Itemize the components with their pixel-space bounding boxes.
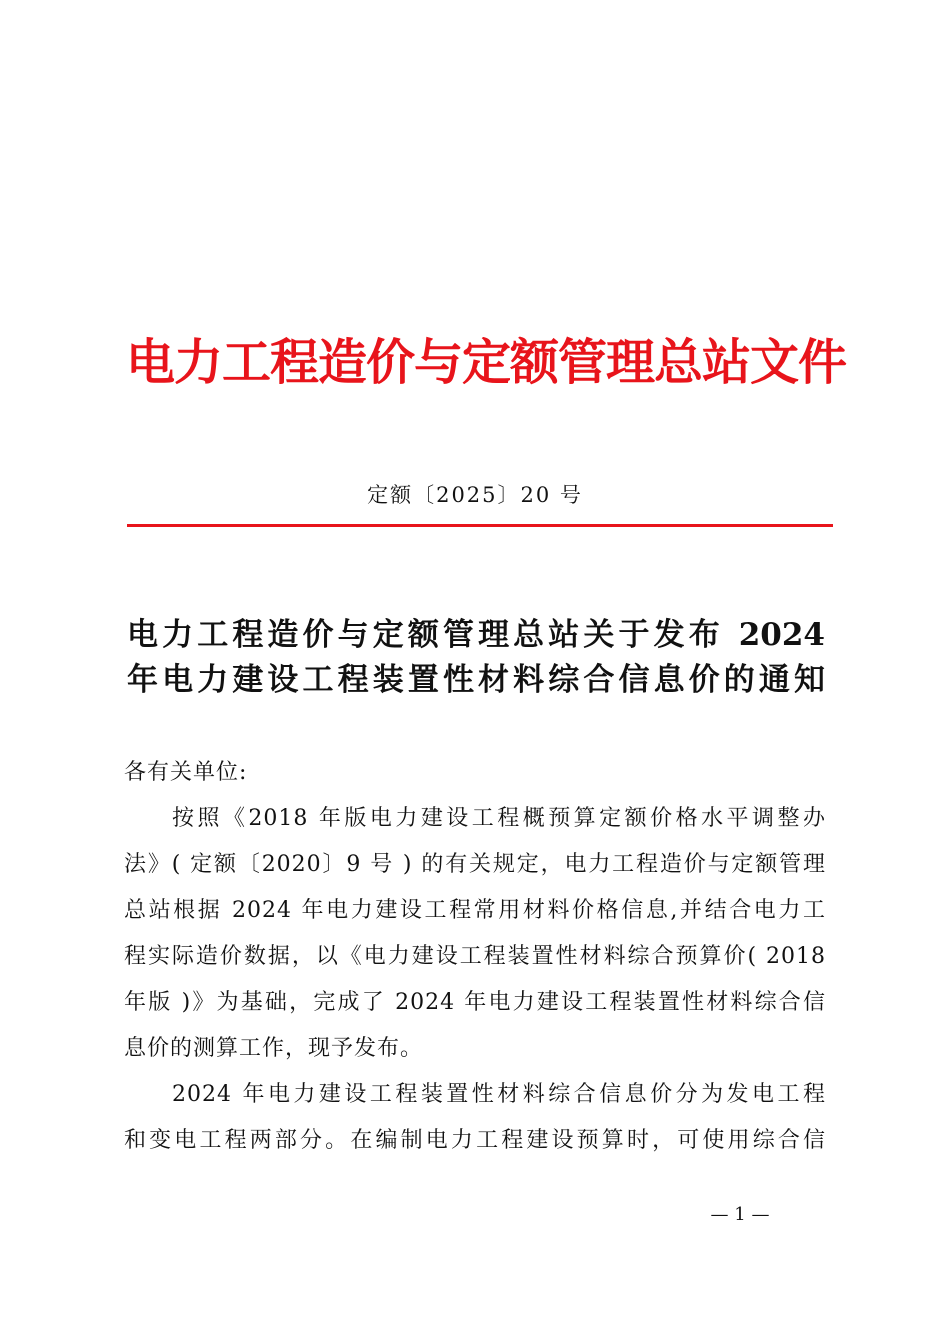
body-line: 按照《2018 年版电力建设工程概预算定额价格水平调整办 bbox=[172, 806, 826, 831]
body-line: 总站根据 2024 年电力建设工程常用材料价格信息,并结合电力工 bbox=[124, 898, 826, 923]
salutation: 各有关单位: bbox=[124, 760, 248, 785]
notice-title-line: 年电力建设工程装置性材料综合信息价的通知 bbox=[127, 662, 825, 698]
body-line: 2024 年电力建设工程装置性材料综合信息价分为发电工程 bbox=[172, 1082, 826, 1107]
body-line: 年版 )》为基础，完成了 2024 年电力建设工程装置性材料综合信 bbox=[124, 990, 826, 1015]
notice-title-line: 电力工程造价与定额管理总站关于发布 2024 bbox=[127, 617, 825, 653]
body-line: 程实际造价数据，以《电力建设工程装置性材料综合预算价( 2018 bbox=[124, 944, 826, 969]
body-line: 息价的测算工作，现予发布。 bbox=[124, 1036, 424, 1061]
body-line: 法》( 定额〔2020〕9 号 ) 的有关规定，电力工程造价与定额管理 bbox=[124, 852, 826, 877]
document-number: 定额〔2025〕20 号 bbox=[367, 483, 583, 507]
page-number: — 1 — bbox=[710, 1204, 770, 1225]
issuer-title: 电力工程造价与定额管理总站文件 bbox=[126, 333, 847, 391]
red-divider bbox=[127, 524, 833, 527]
body-line: 和变电工程两部分。在编制电力工程建设预算时，可使用综合信 bbox=[124, 1128, 826, 1153]
